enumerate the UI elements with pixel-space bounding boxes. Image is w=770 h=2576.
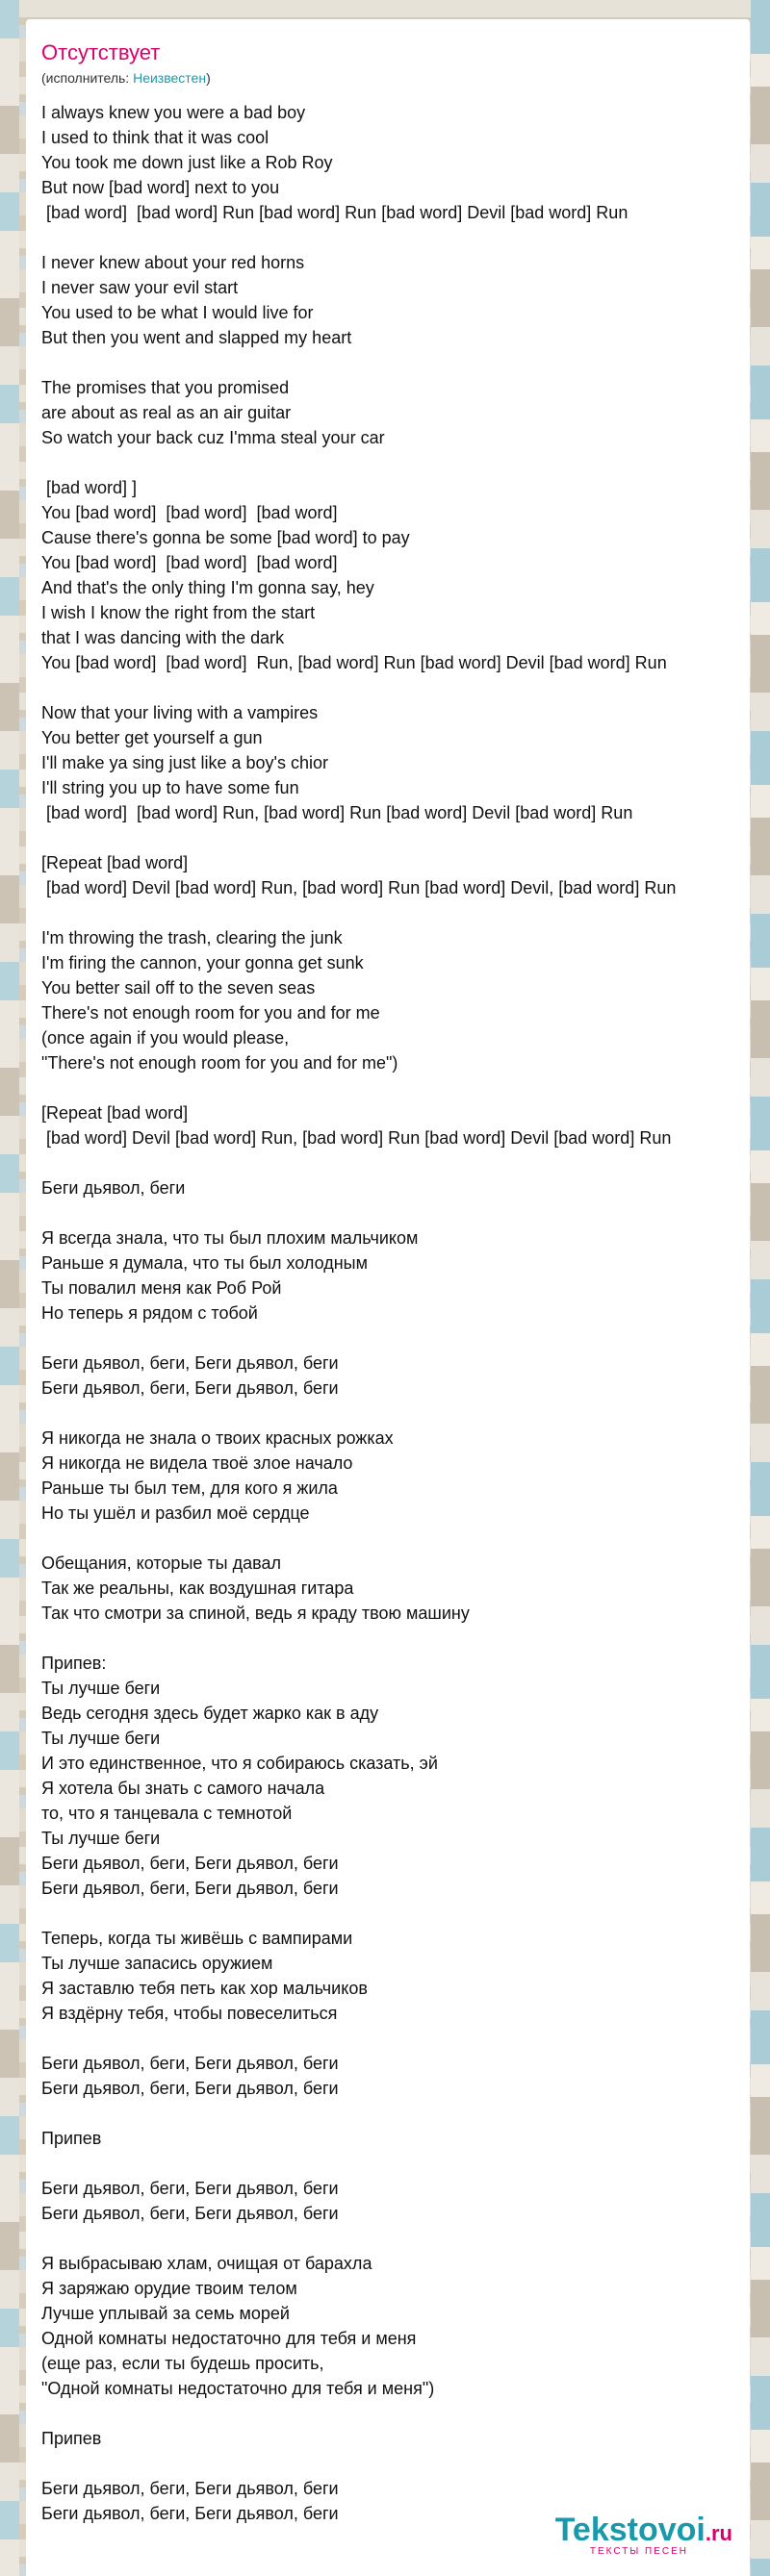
artist-link[interactable]: Неизвестен bbox=[133, 70, 207, 86]
lyric-line: You [bad word] [bad word] [bad word] bbox=[41, 553, 338, 572]
lyric-line: The promises that you promised bbox=[41, 378, 290, 397]
lyric-line: But then you went and slapped my heart bbox=[41, 328, 352, 347]
lyric-line: Беги дьявол, беги, Беги дьявол, беги bbox=[41, 2054, 339, 2073]
logo-name: Tekstovoi bbox=[554, 2512, 706, 2548]
logo-tld: .ru bbox=[705, 2521, 732, 2545]
lyric-line: But now [bad word] next to you bbox=[41, 178, 280, 197]
lyric-line: Я всегда знала, что ты был плохим мальчиком bbox=[41, 1228, 419, 1248]
lyric-line: Беги дьявол, беги, Беги дьявол, беги bbox=[41, 1353, 339, 1373]
lyric-line: Так же реальны, как воздушная гитара bbox=[41, 1578, 354, 1598]
lyric-line: Раньше я думала, что ты был холодным bbox=[41, 1253, 368, 1273]
lyric-blank-line bbox=[41, 450, 750, 475]
lyric-line: Лучше уплывай за семь морей bbox=[41, 2304, 290, 2323]
lyric-line: You used to be what I would live for bbox=[41, 303, 314, 322]
lyric-line: I'm firing the cannon, your gonna get sunk bbox=[41, 953, 364, 972]
lyric-line: Припев bbox=[41, 2129, 102, 2148]
lyric-blank-line bbox=[41, 675, 750, 700]
lyric-line: Одной комнаты недостаточно для тебя и меня bbox=[41, 2329, 417, 2348]
lyric-line: то, что я танцевала с темнотой bbox=[41, 1804, 293, 1823]
lyric-line: Но теперь я рядом с тобой bbox=[41, 1303, 258, 1323]
artist-line bbox=[41, 69, 211, 87]
lyric-blank-line bbox=[41, 225, 750, 250]
lyric-line: Ты повалил меня как Роб Рой bbox=[41, 1278, 282, 1298]
lyric-line: Беги дьявол, беги bbox=[41, 1178, 186, 1198]
lyric-line: Беги дьявол, беги, Беги дьявол, беги bbox=[41, 1854, 339, 1873]
lyric-line: Беги дьявол, беги, Беги дьявол, беги bbox=[41, 1879, 339, 1898]
lyric-line: Беги дьявол, беги, Беги дьявол, беги bbox=[41, 2204, 339, 2223]
lyric-line: You took me down just like a Rob Roy bbox=[41, 153, 333, 172]
lyric-line: Ты лучше запасись оружием bbox=[41, 1954, 273, 1973]
lyric-line: Припев bbox=[41, 2429, 102, 2448]
lyric-line: Беги дьявол, беги, Беги дьявол, беги bbox=[41, 2479, 339, 2498]
lyric-line: And that's the only thing I'm gonna say, hey bbox=[41, 578, 374, 597]
lyric-blank-line bbox=[41, 350, 750, 375]
lyric-blank-line bbox=[41, 825, 750, 850]
background-stripe-right bbox=[751, 0, 770, 2576]
lyric-line: Так что смотри за спиной, ведь я краду твою машину bbox=[41, 1604, 470, 1623]
lyric-line: I always knew you were a bad boy bbox=[41, 103, 306, 122]
lyric-line: Раньше ты был тем, для кого я жила bbox=[41, 1478, 338, 1498]
lyric-line: Обещания, которые ты давал bbox=[41, 1553, 281, 1573]
background-stripe-left bbox=[0, 0, 19, 2576]
lyric-line: that I was dancing with the dark bbox=[41, 628, 285, 647]
lyric-line: Я вздёрну тебя, чтобы повеселиться bbox=[41, 2004, 338, 2023]
lyric-line: [bad word] ] bbox=[41, 478, 138, 497]
lyric-line: So watch your back cuz I'mma steal your car bbox=[41, 428, 385, 447]
lyric-line: [bad word] [bad word] Run [bad word] Run [bad word] Devil [bad word] Run bbox=[41, 203, 629, 222]
lyric-line: Я никогда не знала о твоих красных рожках bbox=[41, 1428, 394, 1448]
lyric-line: I never saw your evil start bbox=[41, 278, 239, 297]
lyric-line: I wish I know the right from the start bbox=[41, 603, 316, 622]
lyric-blank-line bbox=[41, 2401, 750, 2426]
artist-suffix: ) bbox=[206, 70, 211, 86]
lyric-line: Я хотела бы знать с самого начала bbox=[41, 1779, 325, 1798]
lyric-line: Но ты ушёл и разбил моё сердце bbox=[41, 1503, 310, 1523]
lyrics-card bbox=[26, 19, 750, 2576]
lyric-blank-line bbox=[41, 1526, 750, 1551]
lyric-line: Я заряжаю орудие твоим телом bbox=[41, 2279, 297, 2298]
lyric-line: [bad word] [bad word] Run, [bad word] Run [bad word] Devil [bad word] Run bbox=[41, 803, 633, 822]
lyric-line: Я выбрасываю хлам, очищая от барахла bbox=[41, 2254, 372, 2273]
song-title: Отсутствует bbox=[41, 40, 161, 64]
lyric-blank-line bbox=[41, 1401, 750, 1426]
site-logo[interactable] bbox=[555, 2513, 732, 2557]
lyric-line: [Repeat [bad word] bbox=[41, 853, 189, 872]
lyric-line: Я никогда не видела твоё злое начало bbox=[41, 1453, 353, 1473]
lyric-line: I'll string you up to have some fun bbox=[41, 778, 299, 797]
lyric-blank-line bbox=[41, 2101, 750, 2126]
lyric-line: Беги дьявол, беги, Беги дьявол, беги bbox=[41, 1378, 339, 1398]
lyric-blank-line bbox=[41, 2026, 750, 2051]
lyric-blank-line bbox=[41, 1150, 750, 1175]
lyric-line: [Repeat [bad word] bbox=[41, 1103, 189, 1123]
lyric-blank-line bbox=[41, 2451, 750, 2476]
lyric-line: I'm throwing the trash, clearing the junk bbox=[41, 928, 343, 947]
lyric-line: There's not enough room for you and for me bbox=[41, 1003, 380, 1023]
artist-prefix: (исполнитель: bbox=[41, 70, 134, 86]
lyrics-text bbox=[41, 100, 750, 2526]
lyric-line: Cause there's gonna be some [bad word] to pay bbox=[41, 528, 410, 547]
lyric-line: Припев: bbox=[41, 1654, 107, 1673]
lyric-blank-line bbox=[41, 1200, 750, 1225]
lyric-blank-line bbox=[41, 1901, 750, 1926]
lyric-blank-line bbox=[41, 1326, 750, 1351]
lyric-line: You better sail off to the seven seas bbox=[41, 978, 316, 998]
lyric-line: [bad word] Devil [bad word] Run, [bad word] Run [bad word] Devil, [bad word] Run bbox=[41, 878, 677, 897]
lyric-line: Я заставлю тебя петь как хор мальчиков bbox=[41, 1979, 368, 1998]
lyric-line: Ты лучше беги bbox=[41, 1829, 161, 1848]
lyric-line: Беги дьявол, беги, Беги дьявол, беги bbox=[41, 2504, 339, 2523]
lyric-blank-line bbox=[41, 2226, 750, 2251]
lyric-line: И это единственное, что я собираюсь сказать, эй bbox=[41, 1754, 438, 1773]
lyric-line: (once again if you would please, bbox=[41, 1028, 290, 1048]
lyric-line: [bad word] Devil [bad word] Run, [bad word] Run [bad word] Devil [bad word] Run bbox=[41, 1128, 672, 1148]
lyric-line: You [bad word] [bad word] [bad word] bbox=[41, 503, 338, 522]
lyric-line: are about as real as an air guitar bbox=[41, 403, 292, 422]
lyric-line: Ведь сегодня здесь будет жарко как в аду bbox=[41, 1704, 379, 1723]
lyric-line: Now that your living with a vampires bbox=[41, 703, 319, 722]
lyric-line: "There's not enough room for you and for me") bbox=[41, 1053, 398, 1073]
lyric-line: Беги дьявол, беги, Беги дьявол, беги bbox=[41, 2079, 339, 2098]
lyric-line: You [bad word] [bad word] Run, [bad word] Run [bad word] Devil [bad word] Run bbox=[41, 653, 667, 672]
lyric-line: I'll make ya sing just like a boy's chior bbox=[41, 753, 328, 772]
lyric-line: Ты лучше беги bbox=[41, 1679, 161, 1698]
lyric-blank-line bbox=[41, 2151, 750, 2176]
lyric-line: (еще раз, если ты будешь просить, bbox=[41, 2354, 324, 2373]
lyric-line: "Одной комнаты недостаточно для тебя и меня") bbox=[41, 2379, 435, 2398]
lyric-line: I never knew about your red horns bbox=[41, 253, 305, 272]
lyric-line: Беги дьявол, беги, Беги дьявол, беги bbox=[41, 2179, 339, 2198]
lyric-line: Ты лучше беги bbox=[41, 1729, 161, 1748]
logo-tagline: ТЕКСТЫ ПЕСЕН bbox=[589, 2546, 688, 2557]
lyric-blank-line bbox=[41, 1626, 750, 1651]
lyric-line: Теперь, когда ты живёшь с вампирами bbox=[41, 1929, 353, 1948]
lyric-blank-line bbox=[41, 900, 750, 925]
lyric-line: I used to think that it was cool bbox=[41, 128, 270, 147]
lyric-blank-line bbox=[41, 1075, 750, 1100]
lyric-line: You better get yourself a gun bbox=[41, 728, 263, 747]
